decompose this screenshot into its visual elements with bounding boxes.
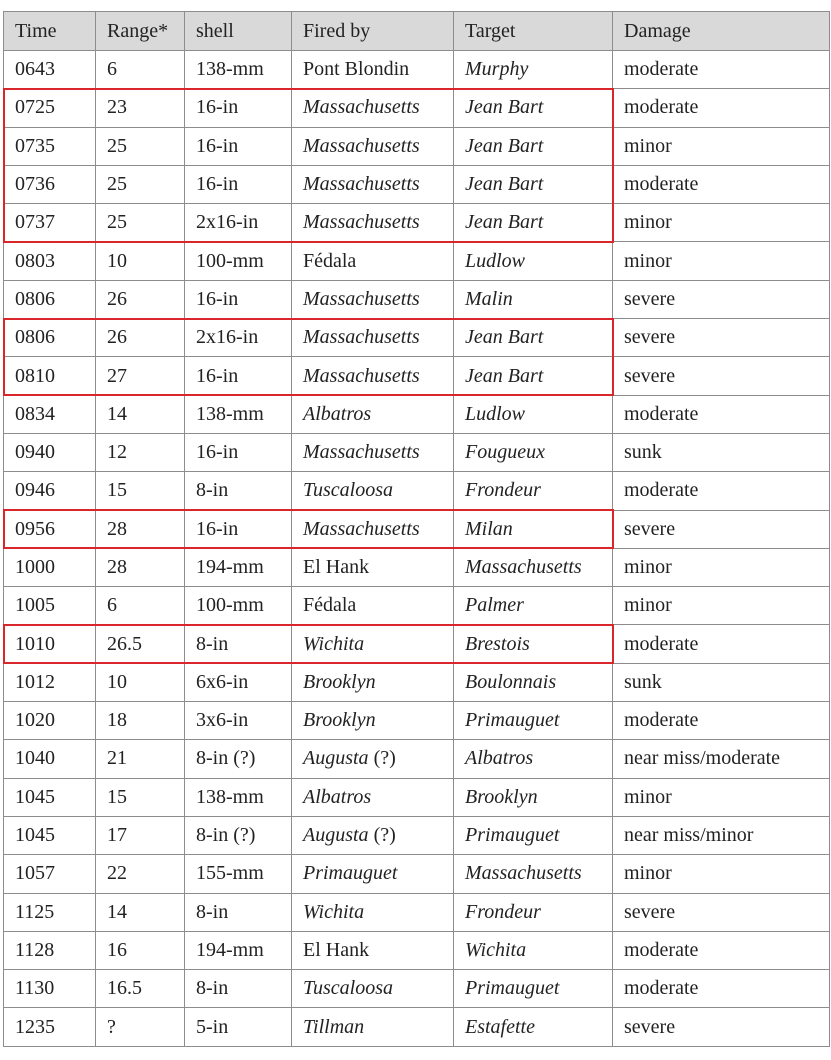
damage-cell: moderate xyxy=(613,970,830,1008)
fired-by-cell: Massachusetts xyxy=(292,433,454,471)
table-row xyxy=(4,548,830,586)
shell-cell: 138-mm xyxy=(185,51,292,89)
table-row xyxy=(4,472,830,510)
fired-by-name: Augusta xyxy=(303,824,369,847)
target-cell: Murphy xyxy=(454,51,613,89)
damage-cell: sunk xyxy=(613,433,830,471)
shell-cell: 194-mm xyxy=(185,931,292,969)
range-cell: 28 xyxy=(96,510,185,548)
fired-by-cell xyxy=(292,740,454,778)
range-cell: 15 xyxy=(96,778,185,816)
fired-by-cell: Massachusetts xyxy=(292,127,454,165)
range-cell: 16 xyxy=(96,931,185,969)
shell-cell: 155-mm xyxy=(185,855,292,893)
time-cell: 0806 xyxy=(4,280,96,318)
fired-by-cell: Tuscaloosa xyxy=(292,970,454,1008)
damage-cell: severe xyxy=(613,280,830,318)
shell-cell: 8-in xyxy=(185,472,292,510)
column-header-fired-by: Fired by xyxy=(292,12,454,51)
damage-cell: moderate xyxy=(613,472,830,510)
fired-by-cell: Primauguet xyxy=(292,855,454,893)
range-cell: 15 xyxy=(96,472,185,510)
table-row xyxy=(4,395,830,433)
fired-by-cell: El Hank xyxy=(292,548,454,586)
shell-cell: 194-mm xyxy=(185,548,292,586)
time-cell: 1125 xyxy=(4,893,96,931)
table-row xyxy=(4,1008,830,1046)
damage-cell: severe xyxy=(613,319,830,357)
target-cell: Wichita xyxy=(454,931,613,969)
target-cell: Jean Bart xyxy=(454,127,613,165)
time-cell: 0643 xyxy=(4,51,96,89)
damage-cell: near miss/moderate xyxy=(613,740,830,778)
shell-cell: 2x16-in xyxy=(185,204,292,242)
damage-cell: severe xyxy=(613,357,830,395)
damage-cell: moderate xyxy=(613,89,830,127)
table-body xyxy=(4,51,830,1047)
table-row xyxy=(4,433,830,471)
fired-by-cell: Massachusetts xyxy=(292,89,454,127)
range-cell: 6 xyxy=(96,587,185,625)
range-cell: ? xyxy=(96,1008,185,1046)
range-cell: 23 xyxy=(96,89,185,127)
shell-cell: 16-in xyxy=(185,280,292,318)
time-cell: 1045 xyxy=(4,778,96,816)
time-cell: 0803 xyxy=(4,242,96,280)
range-cell: 26.5 xyxy=(96,625,185,663)
shell-cell: 16-in xyxy=(185,127,292,165)
table-row xyxy=(4,931,830,969)
shell-cell: 16-in xyxy=(185,433,292,471)
fired-by-cell: Massachusetts xyxy=(292,357,454,395)
shell-cell: 2x16-in xyxy=(185,319,292,357)
damage-cell: moderate xyxy=(613,395,830,433)
shell-cell: 8-in (?) xyxy=(185,816,292,854)
time-cell: 1000 xyxy=(4,548,96,586)
damage-cell: moderate xyxy=(613,931,830,969)
range-cell: 26 xyxy=(96,280,185,318)
target-cell: Primauguet xyxy=(454,702,613,740)
table-row xyxy=(4,893,830,931)
table-row xyxy=(4,587,830,625)
fired-by-cell: Tuscaloosa xyxy=(292,472,454,510)
damage-cell: severe xyxy=(613,510,830,548)
target-cell: Estafette xyxy=(454,1008,613,1046)
table-row xyxy=(4,280,830,318)
range-cell: 17 xyxy=(96,816,185,854)
range-cell: 10 xyxy=(96,663,185,701)
shell-cell: 6x6-in xyxy=(185,663,292,701)
range-cell: 25 xyxy=(96,165,185,203)
target-cell: Brestois xyxy=(454,625,613,663)
target-cell: Massachusetts xyxy=(454,548,613,586)
fired-by-cell: Tillman xyxy=(292,1008,454,1046)
column-header-time: Time xyxy=(4,12,96,51)
range-cell: 12 xyxy=(96,433,185,471)
target-cell: Fougueux xyxy=(454,433,613,471)
target-cell: Primauguet xyxy=(454,970,613,1008)
column-header-shell: shell xyxy=(185,12,292,51)
target-cell: Jean Bart xyxy=(454,89,613,127)
target-cell: Brooklyn xyxy=(454,778,613,816)
damage-cell: minor xyxy=(613,548,830,586)
fired-by-cell: Massachusetts xyxy=(292,204,454,242)
table-row xyxy=(4,204,830,242)
table-container xyxy=(3,11,829,1050)
damage-cell: near miss/minor xyxy=(613,816,830,854)
shell-cell: 8-in xyxy=(185,893,292,931)
range-cell: 26 xyxy=(96,319,185,357)
shell-cell: 3x6-in xyxy=(185,702,292,740)
target-cell: Jean Bart xyxy=(454,357,613,395)
range-cell: 14 xyxy=(96,893,185,931)
time-cell: 1010 xyxy=(4,625,96,663)
damage-cell: severe xyxy=(613,893,830,931)
target-cell: Frondeur xyxy=(454,472,613,510)
table-row xyxy=(4,242,830,280)
table-row xyxy=(4,663,830,701)
shell-cell: 138-mm xyxy=(185,395,292,433)
shell-cell: 8-in xyxy=(185,625,292,663)
target-cell: Ludlow xyxy=(454,242,613,280)
fired-by-cell: Fédala xyxy=(292,242,454,280)
table-row xyxy=(4,740,830,778)
time-cell: 1012 xyxy=(4,663,96,701)
damage-cell: minor xyxy=(613,204,830,242)
time-cell: 1005 xyxy=(4,587,96,625)
damage-cell: minor xyxy=(613,855,830,893)
fired-by-cell: Massachusetts xyxy=(292,319,454,357)
damage-cell: severe xyxy=(613,1008,830,1046)
range-cell: 6 xyxy=(96,51,185,89)
target-cell: Palmer xyxy=(454,587,613,625)
fired-by-cell: Albatros xyxy=(292,395,454,433)
range-cell: 25 xyxy=(96,127,185,165)
range-cell: 27 xyxy=(96,357,185,395)
fired-by-cell: Wichita xyxy=(292,625,454,663)
fired-by-cell: Massachusetts xyxy=(292,510,454,548)
range-cell: 16.5 xyxy=(96,970,185,1008)
time-cell: 0806 xyxy=(4,319,96,357)
time-cell: 1235 xyxy=(4,1008,96,1046)
shell-cell: 16-in xyxy=(185,89,292,127)
fired-by-cell: Massachusetts xyxy=(292,280,454,318)
uncertainty-mark: (?) xyxy=(368,824,396,847)
shell-cell: 8-in (?) xyxy=(185,740,292,778)
shell-cell: 100-mm xyxy=(185,587,292,625)
table-row xyxy=(4,89,830,127)
damage-cell: minor xyxy=(613,127,830,165)
time-cell: 0940 xyxy=(4,433,96,471)
target-cell: Albatros xyxy=(454,740,613,778)
fired-by-cell: Brooklyn xyxy=(292,663,454,701)
fired-by-cell: Brooklyn xyxy=(292,702,454,740)
target-cell: Boulonnais xyxy=(454,663,613,701)
column-header-damage: Damage xyxy=(613,12,830,51)
range-cell: 18 xyxy=(96,702,185,740)
time-cell: 0737 xyxy=(4,204,96,242)
fired-by-cell: Albatros xyxy=(292,778,454,816)
damage-cell: moderate xyxy=(613,702,830,740)
time-cell: 0735 xyxy=(4,127,96,165)
shell-cell: 16-in xyxy=(185,165,292,203)
table-row xyxy=(4,816,830,854)
fired-by-cell: Fédala xyxy=(292,587,454,625)
time-cell: 1128 xyxy=(4,931,96,969)
table-row xyxy=(4,855,830,893)
shell-cell: 8-in xyxy=(185,970,292,1008)
table-row xyxy=(4,625,830,663)
fired-by-cell: Massachusetts xyxy=(292,165,454,203)
time-cell: 0946 xyxy=(4,472,96,510)
fired-by-cell xyxy=(292,816,454,854)
fired-by-cell: Wichita xyxy=(292,893,454,931)
target-cell: Malin xyxy=(454,280,613,318)
target-cell: Jean Bart xyxy=(454,204,613,242)
table-row xyxy=(4,702,830,740)
target-cell: Ludlow xyxy=(454,395,613,433)
time-cell: 1057 xyxy=(4,855,96,893)
table-row xyxy=(4,51,830,89)
fired-by-cell: El Hank xyxy=(292,931,454,969)
damage-cell: moderate xyxy=(613,51,830,89)
damage-cell: minor xyxy=(613,587,830,625)
time-cell: 1130 xyxy=(4,970,96,1008)
time-cell: 1040 xyxy=(4,740,96,778)
range-cell: 10 xyxy=(96,242,185,280)
shell-cell: 100-mm xyxy=(185,242,292,280)
range-cell: 21 xyxy=(96,740,185,778)
target-cell: Milan xyxy=(454,510,613,548)
range-cell: 28 xyxy=(96,548,185,586)
table-row xyxy=(4,319,830,357)
table-row xyxy=(4,510,830,548)
time-cell: 1045 xyxy=(4,816,96,854)
target-cell: Jean Bart xyxy=(454,165,613,203)
fired-by-cell: Pont Blondin xyxy=(292,51,454,89)
target-cell: Massachusetts xyxy=(454,855,613,893)
table-row xyxy=(4,970,830,1008)
damage-cell: moderate xyxy=(613,165,830,203)
damage-cell: minor xyxy=(613,778,830,816)
uncertainty-mark: (?) xyxy=(368,747,396,770)
gunfire-hits-table xyxy=(3,11,830,1047)
time-cell: 0810 xyxy=(4,357,96,395)
target-cell: Jean Bart xyxy=(454,319,613,357)
shell-cell: 138-mm xyxy=(185,778,292,816)
damage-cell: moderate xyxy=(613,625,830,663)
time-cell: 0834 xyxy=(4,395,96,433)
table-row xyxy=(4,127,830,165)
time-cell: 0725 xyxy=(4,89,96,127)
table-row xyxy=(4,165,830,203)
range-cell: 25 xyxy=(96,204,185,242)
table-row xyxy=(4,778,830,816)
range-cell: 22 xyxy=(96,855,185,893)
time-cell: 1020 xyxy=(4,702,96,740)
target-cell: Frondeur xyxy=(454,893,613,931)
time-cell: 0736 xyxy=(4,165,96,203)
damage-cell: sunk xyxy=(613,663,830,701)
column-header-target: Target xyxy=(454,12,613,51)
fired-by-name: Augusta xyxy=(303,747,369,770)
column-header-range: Range* xyxy=(96,12,185,51)
shell-cell: 16-in xyxy=(185,357,292,395)
time-cell: 0956 xyxy=(4,510,96,548)
range-cell: 14 xyxy=(96,395,185,433)
header-row xyxy=(4,12,830,51)
shell-cell: 5-in xyxy=(185,1008,292,1046)
damage-cell: minor xyxy=(613,242,830,280)
shell-cell: 16-in xyxy=(185,510,292,548)
table-row xyxy=(4,357,830,395)
target-cell: Primauguet xyxy=(454,816,613,854)
